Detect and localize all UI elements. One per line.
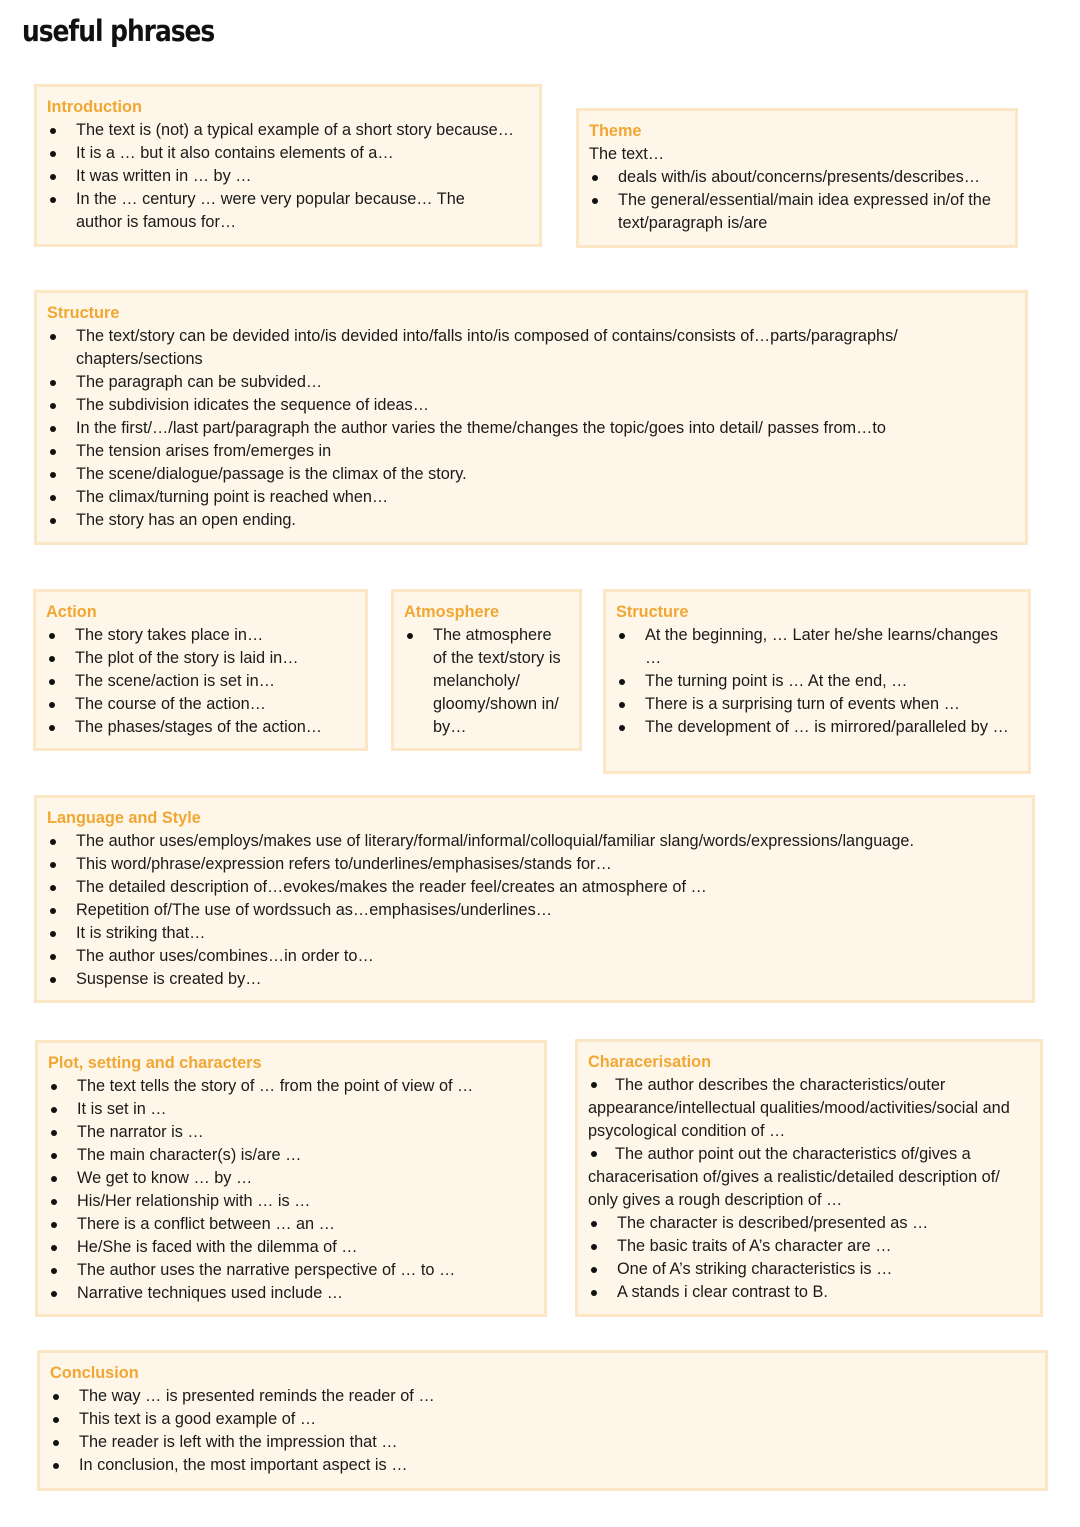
list-item: It is a … but it also contains elements of a… <box>47 142 529 165</box>
list-item: The story takes place in… <box>46 624 355 647</box>
bullet-icon <box>591 1244 597 1250</box>
conclusion-list <box>50 1385 1035 1477</box>
language-style-title: Language and Style <box>47 809 201 827</box>
characterisation-list <box>588 1074 1030 1304</box>
list-item: We get to know … by … <box>48 1167 534 1190</box>
list-item: The author describes the characteristics/outer appearance/intellectual qualities/mood/activities/social and psycological condition of … <box>588 1076 1010 1140</box>
list-item: Narrative techniques used include … <box>48 1282 534 1305</box>
list-item: The course of the action… <box>46 693 355 716</box>
list-item: The turning point is … At the end, … <box>616 670 1018 693</box>
list-item: In the … century … were very popular because… The author is famous for… <box>47 188 529 234</box>
list-item: The character is described/presented as … <box>588 1212 1030 1235</box>
list-item: The phases/stages of the action… <box>46 716 355 739</box>
list-item: The plot of the story is laid in… <box>46 647 355 670</box>
list-item: The tension arises from/emerges in <box>47 440 1015 463</box>
theme-title: Theme <box>589 122 642 140</box>
list-item: The scene/action is set in… <box>46 670 355 693</box>
list-item: In the first/…/last part/paragraph the author varies the theme/changes the topic/goes into detail/ passes from…to <box>47 417 1015 440</box>
theme-box <box>576 108 1018 248</box>
structure-main-title: Structure <box>47 304 120 322</box>
action-list <box>46 624 355 739</box>
bullet-icon <box>591 1290 597 1296</box>
language-style-box <box>34 795 1035 1003</box>
characterisation-box <box>575 1039 1043 1317</box>
list-item: A stands i clear contrast to B. <box>588 1281 1030 1304</box>
structure-secondary-box <box>603 589 1031 774</box>
list-item: The way … is presented reminds the reader of … <box>50 1385 1035 1408</box>
list-item: The climax/turning point is reached when… <box>47 486 1015 509</box>
list-item: The author point out the characteristics of/gives a characerisation of/gives a realistic/detailed description of/ only gives a rough description of … <box>588 1145 1000 1209</box>
list-item: The narrator is … <box>48 1121 534 1144</box>
action-title: Action <box>46 603 97 621</box>
list-item: The author uses the narrative perspective of … to … <box>48 1259 534 1282</box>
list-item: The author uses/combines…in order to… <box>47 945 1022 968</box>
structure-secondary-list <box>616 624 1018 739</box>
list-item: Repetition of/The use of wordssuch as…emphasises/underlines… <box>47 899 1022 922</box>
list-item: There is a conflict between … an … <box>48 1213 534 1236</box>
action-box <box>33 589 368 751</box>
list-item: This word/phrase/expression refers to/underlines/emphasises/stands for… <box>47 853 1022 876</box>
conclusion-box <box>37 1350 1048 1491</box>
structure-secondary-title: Structure <box>616 603 689 621</box>
characterisation-title: Characerisation <box>588 1053 712 1071</box>
list-item: The atmosphere of the text/story is melancholy/ gloomy/shown in/ by… <box>404 624 569 739</box>
plot-setting-title: Plot, setting and characters <box>48 1054 262 1072</box>
introduction-title: Introduction <box>47 98 142 116</box>
list-item: The development of … is mirrored/paralleled by … <box>616 716 1018 739</box>
page-title: useful phrases <box>22 14 215 48</box>
list-item: deals with/is about/concerns/presents/describes… <box>589 166 1005 189</box>
theme-list <box>589 166 1005 235</box>
structure-main-list <box>47 325 1015 532</box>
list-item: The story has an open ending. <box>47 509 1015 532</box>
list-item: The scene/dialogue/passage is the climax of the story. <box>47 463 1015 486</box>
list-item: This text is a good example of … <box>50 1408 1035 1431</box>
list-item: The text/story can be devided into/is devided into/falls into/is composed of contains/consists of…parts/paragraphs/ chapters/sections <box>47 325 1015 371</box>
list-item: The general/essential/main idea expressed in/of the text/paragraph is/are <box>589 189 1005 235</box>
atmosphere-title: Atmosphere <box>404 603 499 621</box>
list-item: The detailed description of…evokes/makes the reader feel/creates an atmosphere of … <box>47 876 1022 899</box>
conclusion-title: Conclusion <box>50 1364 139 1382</box>
list-item: He/She is faced with the dilemma of … <box>48 1236 534 1259</box>
list-item: The paragraph can be subvided… <box>47 371 1015 394</box>
list-item: The text is (not) a typical example of a short story because… <box>47 119 529 142</box>
theme-intro: The text… <box>589 145 665 163</box>
introduction-list <box>47 119 529 234</box>
structure-main-box <box>34 290 1028 545</box>
list-item: At the beginning, … Later he/she learns/changes … <box>616 624 1018 670</box>
list-item: It is striking that… <box>47 922 1022 945</box>
atmosphere-box <box>391 589 582 751</box>
language-style-list <box>47 830 1022 991</box>
list-item: Suspense is created by… <box>47 968 1022 991</box>
list-item: The text tells the story of … from the point of view of … <box>48 1075 534 1098</box>
list-item: There is a surprising turn of events when … <box>616 693 1018 716</box>
bullet-icon <box>591 1151 597 1157</box>
list-item: The author uses/employs/makes use of literary/formal/informal/colloquial/familiar slang/words/expressions/language. <box>47 830 1022 853</box>
list-item: The basic traits of A’s character are … <box>588 1235 1030 1258</box>
bullet-icon <box>591 1267 597 1273</box>
list-item: One of A’s striking characteristics is … <box>588 1258 1030 1281</box>
list-item: It was written in … by … <box>47 165 529 188</box>
atmosphere-list <box>404 624 569 739</box>
list-item: The main character(s) is/are … <box>48 1144 534 1167</box>
list-item: The reader is left with the impression that … <box>50 1431 1035 1454</box>
list-item: The subdivision idicates the sequence of ideas… <box>47 394 1015 417</box>
list-item: It is set in … <box>48 1098 534 1121</box>
bullet-icon <box>591 1221 597 1227</box>
plot-setting-list <box>48 1075 534 1305</box>
plot-setting-box <box>35 1040 547 1317</box>
bullet-icon <box>591 1082 597 1088</box>
list-item: His/Her relationship with … is … <box>48 1190 534 1213</box>
introduction-box <box>34 84 542 247</box>
list-item: In conclusion, the most important aspect is … <box>50 1454 1035 1477</box>
